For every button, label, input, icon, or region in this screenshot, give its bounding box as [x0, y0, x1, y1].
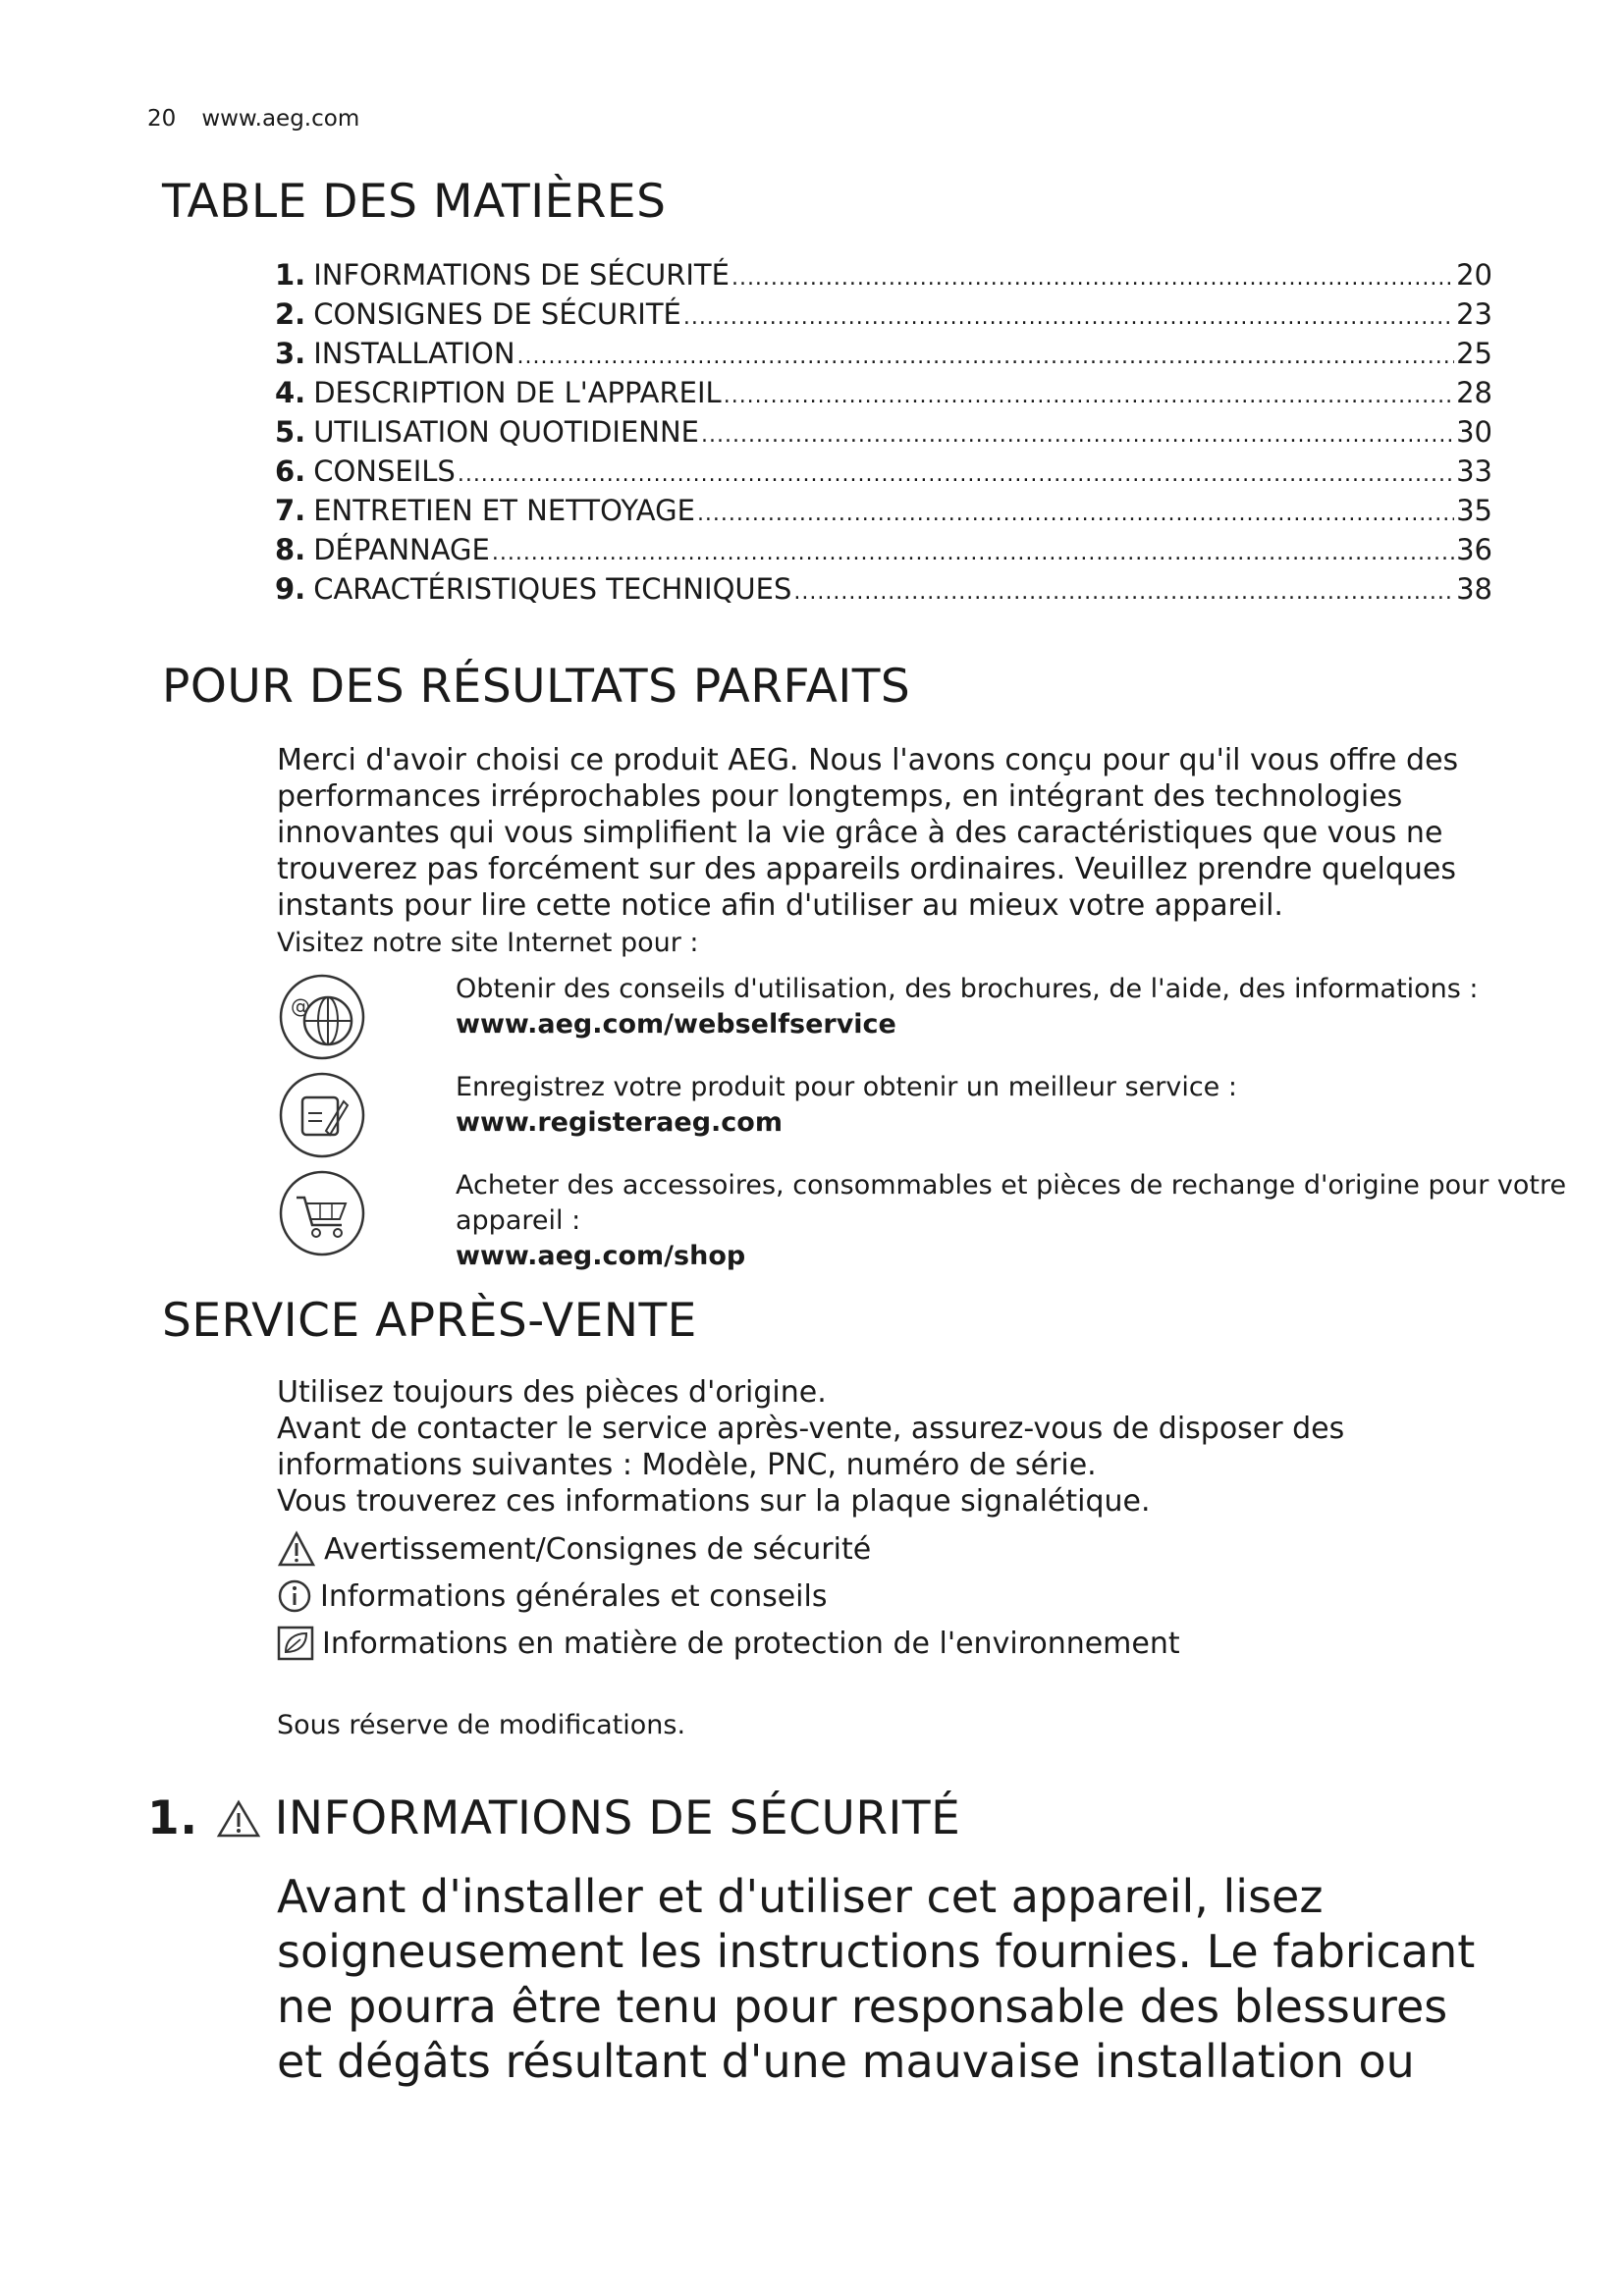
- link-text-support: [456, 972, 1595, 1042]
- service-body: [277, 1374, 1435, 1520]
- warning-icon: [277, 1530, 316, 1568]
- page-header: [147, 106, 359, 132]
- toc-item-number: 6.: [275, 454, 306, 488]
- toc-leader: [683, 305, 1454, 330]
- svg-text:@: @: [291, 994, 310, 1018]
- legend-text: Informations générales et conseils: [320, 1578, 828, 1614]
- toc-item-page: 28: [1456, 376, 1492, 409]
- toc-item[interactable]: [275, 454, 1492, 494]
- toc-item-label: UTILISATION QUOTIDIENNE: [313, 415, 700, 449]
- link-row-support: [277, 972, 1595, 1062]
- toc-item-number: 5.: [275, 415, 306, 449]
- service-line: Avant de contacter le service après-vente, assurez-vous de disposer des informations suivantes : Modèle, PNC, numéro de série.: [277, 1412, 1345, 1482]
- toc-list: [275, 258, 1492, 612]
- safety-heading: [147, 1791, 960, 1845]
- toc-item-number: 8.: [275, 533, 306, 566]
- toc-item-page: 23: [1456, 297, 1492, 331]
- info-icon: [277, 1578, 312, 1614]
- toc-item-label: CONSEILS: [313, 454, 456, 488]
- service-title: SERVICE APRÈS-VENTE: [162, 1294, 697, 1348]
- modification-note: Sous réserve de modifications.: [277, 1710, 686, 1740]
- toc-item-number: 3.: [275, 337, 306, 370]
- toc-item-label: ENTRETIEN ET NETTOYAGE: [313, 494, 695, 527]
- toc-leader: [724, 384, 1454, 408]
- link-description: Obtenir des conseils d'utilisation, des brochures, de l'aide, des informations :: [456, 974, 1479, 1004]
- toc-item-page: 35: [1456, 494, 1492, 527]
- toc-item[interactable]: [275, 258, 1492, 297]
- toc-item-label: CARACTÉRISTIQUES TECHNIQUES: [313, 572, 792, 606]
- toc-item-number: 1.: [275, 258, 306, 292]
- cart-icon: [277, 1168, 367, 1258]
- link-text-shop: [456, 1168, 1595, 1274]
- toc-leader: [731, 266, 1454, 291]
- toc-leader: [492, 541, 1454, 565]
- service-line: Vous trouverez ces informations sur la plaque signalétique.: [277, 1484, 1151, 1519]
- results-visit: Visitez notre site Internet pour :: [277, 928, 699, 958]
- toc-leader: [793, 580, 1454, 605]
- toc-item[interactable]: [275, 533, 1492, 572]
- legend-environment: [277, 1620, 1180, 1667]
- service-line: Utilisez toujours des pièces d'origine.: [277, 1375, 827, 1410]
- legend-info: [277, 1573, 827, 1620]
- leaf-icon: [277, 1626, 314, 1661]
- toc-item-label: INSTALLATION: [313, 337, 515, 370]
- toc-item-page: 20: [1456, 258, 1492, 292]
- toc-item[interactable]: [275, 376, 1492, 415]
- toc-item[interactable]: [275, 297, 1492, 337]
- link-description: Enregistrez votre produit pour obtenir un meilleur service :: [456, 1072, 1237, 1102]
- toc-item-label: DESCRIPTION DE L'APPAREIL: [313, 376, 722, 409]
- page-number: 20: [147, 106, 177, 132]
- toc-item-label: CONSIGNES DE SÉCURITÉ: [313, 297, 681, 331]
- results-title: POUR DES RÉSULTATS PARFAITS: [162, 660, 911, 714]
- toc-item-page: 36: [1456, 533, 1492, 566]
- toc-item-number: 4.: [275, 376, 306, 409]
- toc-item-page: 30: [1456, 415, 1492, 449]
- toc-item-number: 7.: [275, 494, 306, 527]
- toc-item-page: 38: [1456, 572, 1492, 606]
- toc-item[interactable]: [275, 494, 1492, 533]
- toc-item-label: INFORMATIONS DE SÉCURITÉ: [313, 258, 730, 292]
- toc-leader: [458, 462, 1454, 487]
- safety-intro: Avant d'installer et d'utiliser cet appareil, lisez soigneusement les instructions fournies. Le fabricant ne pourra être tenu pour responsable des blessures et dégâts résultant d'une mauvaise installation ou: [277, 1870, 1476, 2088]
- toc-leader: [697, 502, 1454, 526]
- legend-warning: [277, 1525, 871, 1573]
- shop-link[interactable]: www.aeg.com/shop: [456, 1241, 746, 1271]
- link-row-shop: [277, 1168, 1595, 1274]
- toc-item-number: 2.: [275, 297, 306, 331]
- toc-item[interactable]: [275, 415, 1492, 454]
- toc-leader: [517, 345, 1455, 369]
- register-icon: [277, 1070, 367, 1160]
- safety-number: 1.: [147, 1791, 198, 1845]
- link-description: Acheter des accessoires, consommables et pièces de rechange d'origine pour votre appareil :: [456, 1170, 1567, 1236]
- register-link[interactable]: www.registeraeg.com: [456, 1107, 783, 1138]
- safety-title: INFORMATIONS DE SÉCURITÉ: [274, 1791, 961, 1845]
- support-link[interactable]: www.aeg.com/webselfservice: [456, 1009, 896, 1040]
- site-url: www.aeg.com: [201, 106, 360, 132]
- toc-leader: [701, 423, 1454, 448]
- toc-item-page: 33: [1456, 454, 1492, 488]
- link-text-register: [456, 1070, 1595, 1141]
- toc-item[interactable]: [275, 337, 1492, 376]
- legend-text: Avertissement/Consignes de sécurité: [324, 1531, 872, 1567]
- toc-title: TABLE DES MATIÈRES: [162, 175, 667, 229]
- toc-item-page: 25: [1456, 337, 1492, 370]
- toc-item-number: 9.: [275, 572, 306, 606]
- legend-text: Informations en matière de protection de l'environnement: [322, 1626, 1180, 1661]
- warning-icon: [216, 1798, 261, 1840]
- toc-item[interactable]: [275, 572, 1492, 612]
- toc-item-label: DÉPANNAGE: [313, 533, 490, 566]
- results-intro: Merci d'avoir choisi ce produit AEG. Nous l'avons conçu pour qu'il vous offre des performances irréprochables pour longtemps, en intégrant des technologies innovantes qui vous simplifient la vie grâce à des caractéristiques que vous ne trouverez pas forcément sur des appareils ordinaires. Veuillez prendre quelques instants pour lire cette notice afin d'utiliser au mieux votre appareil.: [277, 743, 1459, 923]
- globe-icon: [277, 972, 367, 1062]
- link-row-register: [277, 1070, 1595, 1160]
